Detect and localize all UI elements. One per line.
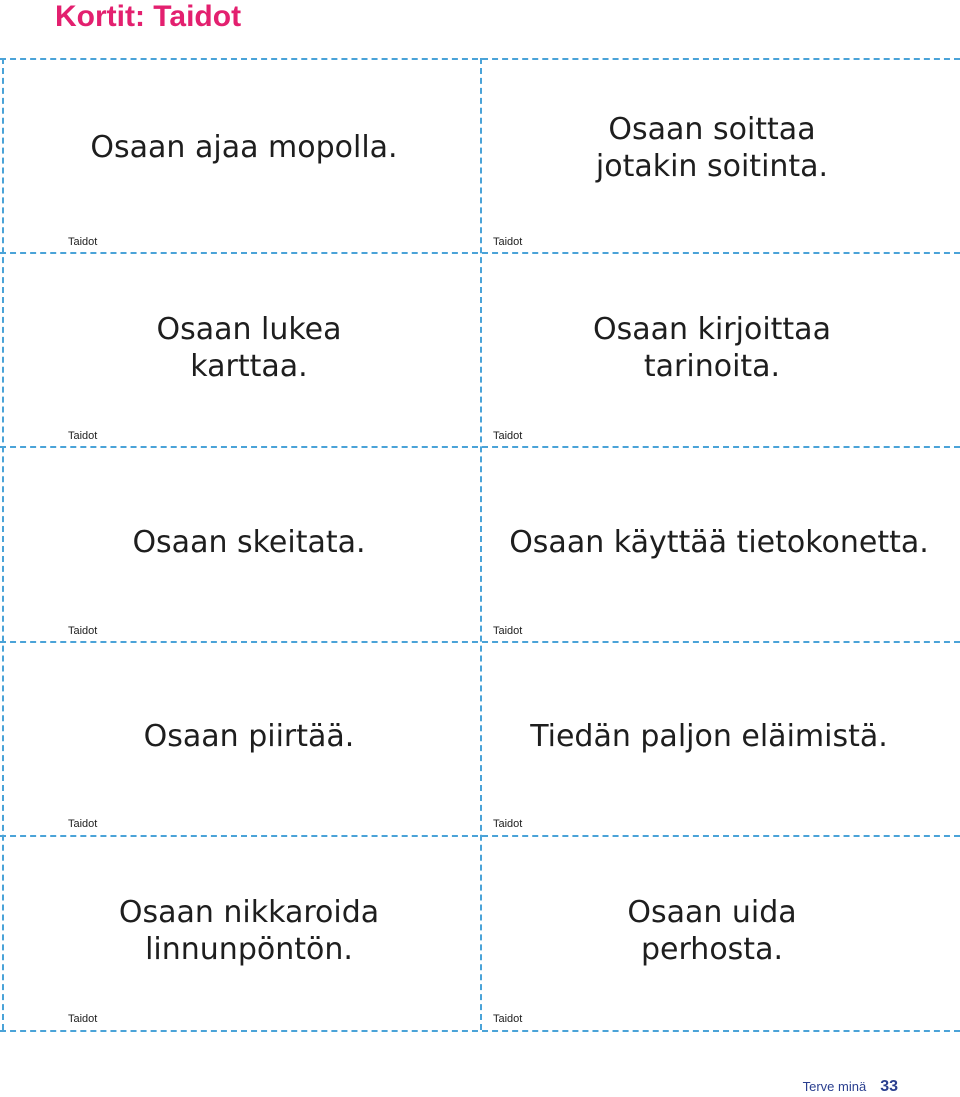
- skill-card: [8, 60, 480, 235]
- skill-card: [484, 649, 934, 824]
- skill-card: [484, 260, 940, 435]
- card-text: Osaan kirjoittaa tarinoita.: [593, 311, 831, 384]
- skill-card: [8, 649, 490, 824]
- card-text: Osaan skeitata.: [132, 525, 366, 560]
- card-text: Osaan käyttää tietokonetta.: [509, 525, 929, 560]
- card-label: Taidot: [493, 818, 523, 830]
- skill-card: [8, 455, 490, 630]
- skill-card: [484, 843, 940, 1018]
- cut-line-vertical: [2, 58, 4, 1030]
- card-label: Taidot: [68, 818, 98, 830]
- card-text: Osaan soittaa jotakin soitinta.: [595, 111, 829, 184]
- card-text: Tiedän paljon eläimistä.: [530, 719, 888, 754]
- card-label: Taidot: [493, 625, 523, 637]
- page-title: Kortit: Taidot: [55, 0, 242, 33]
- card-label: Taidot: [493, 1013, 523, 1025]
- skill-card: [484, 60, 940, 235]
- card-label: Taidot: [68, 430, 98, 442]
- card-label: Taidot: [493, 236, 523, 248]
- card-text: Osaan piirtää.: [143, 719, 355, 754]
- page-number: 33: [880, 1078, 898, 1095]
- cut-line-horizontal: [0, 1030, 960, 1032]
- skill-card: [8, 843, 490, 1018]
- skill-card: [484, 455, 954, 630]
- skill-card: [8, 260, 490, 435]
- card-label: Taidot: [68, 1013, 98, 1025]
- book-title: Terve minä: [802, 1079, 867, 1094]
- page-footer: [803, 1078, 898, 1096]
- card-text: Osaan nikkaroida linnunpöntön.: [118, 894, 380, 967]
- card-text: Osaan lukea karttaa.: [156, 311, 342, 384]
- card-label: Taidot: [493, 430, 523, 442]
- card-label: Taidot: [68, 236, 98, 248]
- card-text: Osaan uida perhosta.: [627, 894, 797, 967]
- card-text: Osaan ajaa mopolla.: [90, 130, 398, 165]
- card-label: Taidot: [68, 625, 98, 637]
